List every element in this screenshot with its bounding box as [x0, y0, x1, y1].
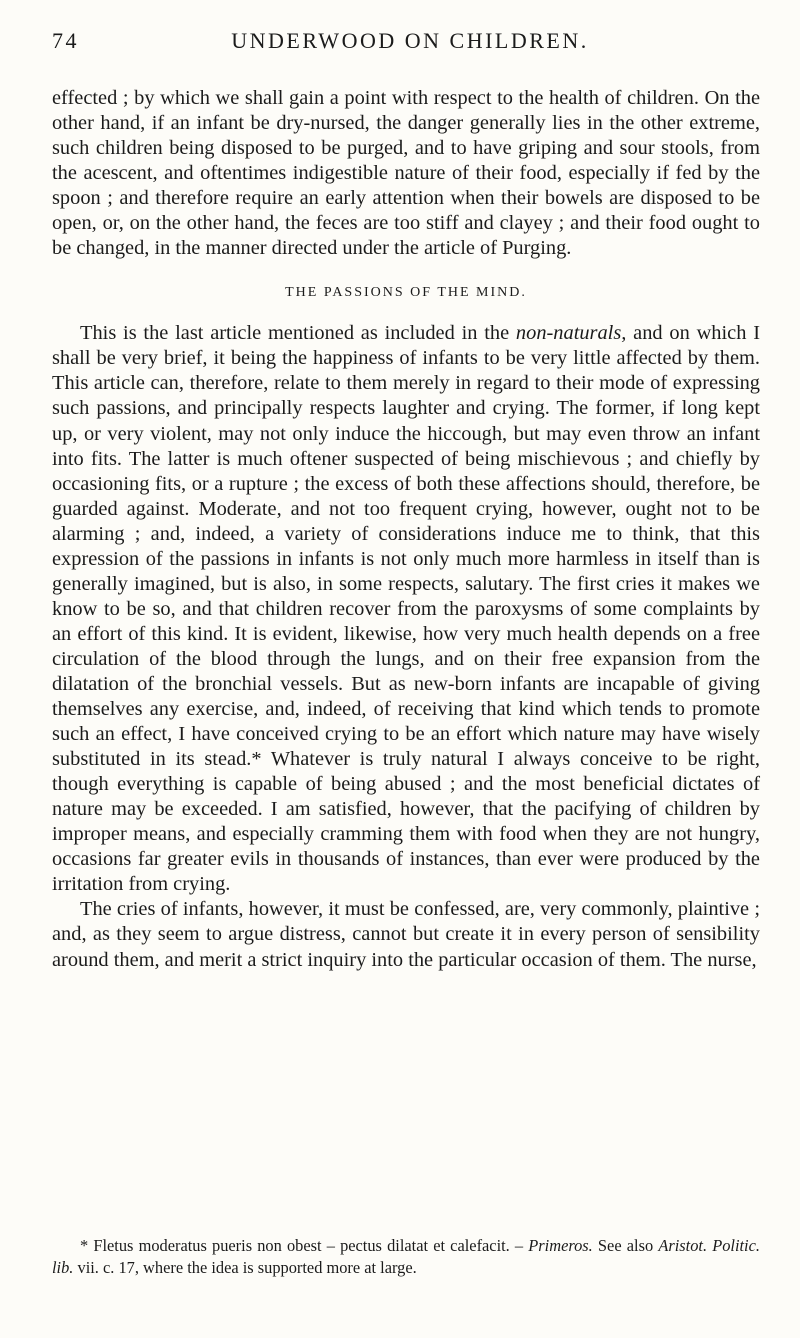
footnote-marker: *	[80, 1236, 94, 1255]
footnote-text: Fletus moderatus pueris non obest – pectus dilatat et calefacit. –	[93, 1236, 529, 1255]
italic-term: non-naturals,	[515, 322, 627, 345]
section-heading: THE PASSIONS OF THE MIND.	[285, 285, 527, 301]
paragraph-text: and on which I shall be very brief, it being the happiness of infants to be very little affected by them. This article can, therefore, relate to them merely in regard to their mode of expressing such passions, and principally respects laughter and crying. The former, if long kept up, or very violent, may not only induce the hiccough, but may even throw an infant into fits. The latter is much oftener suspected of being mischievous ; and chiefly by occasioning fits, or a rupture ; the excess of both these affections should, therefore, be guarded against. Moderate, and not too frequent crying, however, ought not to be alarming ; and, indeed, a variety of considerations induce me to think, that this expression of the passions in infants is not only much more harmless in itself than is generally imagined, but is also, in some respects, salutary. The first cries it makes we know to be so, and that children recover from the paroxysms of some complaints by an effort of this kind. It is evident, likewise, how very much health depends on a free circulation of the blood through the lungs, and on their free expansion from the dilatation of the bronchial vessels. But as new-born infants are incapable of giving themselves any exercise, and, indeed, of receiving that kind which tends to promote such an effect, I have conceived crying to be an effort which nature may have wisely substituted in its stead.* Whatever is truly natural I always conceive to be right, though everything is capable of being abused ; and the most beneficial dictates of nature may be exceeded. I am satisfied, however, that the pacifying of children by improper means, and especially cramming them with food when they are not hungry, occasions far greater evils in thousands of instances, than ever were produced by the irritation from crying.	[52, 322, 760, 896]
section-paragraph-1	[52, 321, 760, 897]
footnote-text: vii. c. 17, where the idea is supported more at large.	[73, 1258, 417, 1277]
continuation-paragraph: effected ; by which we shall gain a point with respect to the health of children. On the other hand, if an infant be dry-nursed, the danger generally lies in the other extreme, such children being disposed to be purged, and to have griping and sour stools, from the acescent, and oftentimes indigestible nature of their food, especially if fed by the spoon ; and therefore require an early attention when their bowels are disposed to be open, or, on the other hand, the feces are too stiff and clayey ; and their food ought to be changed, in the manner directed under the article of Purging.	[52, 87, 760, 260]
footnote-source: Primeros.	[528, 1236, 593, 1255]
main-text	[52, 86, 760, 973]
page-number: 74	[52, 28, 79, 53]
page-header	[46, 28, 754, 68]
footnote-reference: Aristot. Politic. lib.	[52, 1236, 760, 1277]
footnote-paragraph	[52, 1235, 760, 1279]
running-head: UNDERWOOD ON CHILDREN.	[231, 28, 589, 53]
footnote	[52, 1235, 760, 1279]
paragraph-text: This is the last article mentioned as included in the	[80, 322, 516, 345]
section-paragraph-2: The cries of infants, however, it must be confessed, are, very commonly, plaintive ; and, as they seem to argue distress, cannot but create it in every person of sensibility around them, and merit a strict inquiry into the particular occasion of them. The nurse,	[52, 898, 760, 971]
footnote-text: See also	[592, 1236, 659, 1255]
